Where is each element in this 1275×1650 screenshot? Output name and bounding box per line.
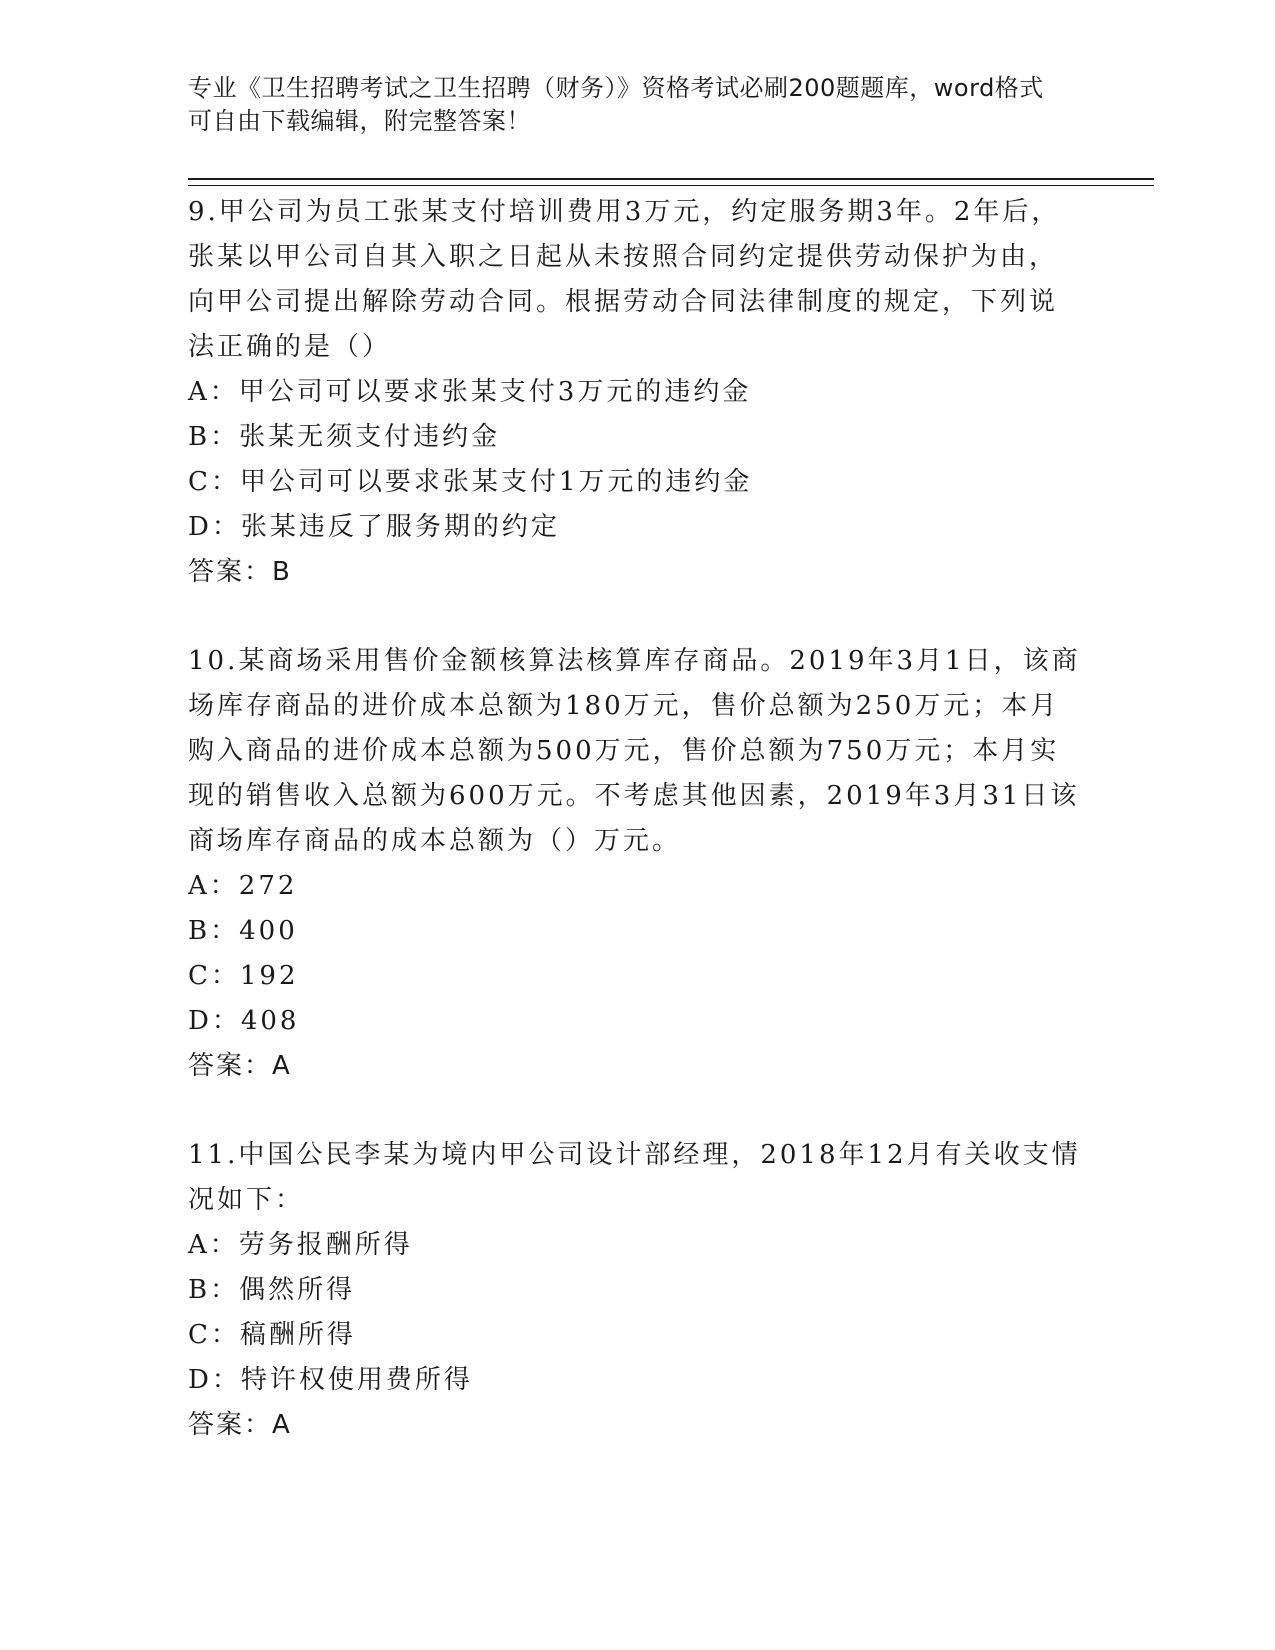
header-divider-thick — [188, 178, 1154, 180]
option-c: C：192 — [188, 961, 299, 991]
option-d: D：特许权使用费所得 — [188, 1365, 473, 1395]
question-10 — [188, 639, 1088, 1089]
answer-label: 答案：A — [188, 1051, 292, 1081]
question-stem: 场库存商品的进价成本总额为180万元，售价总额为250万元；本月 — [188, 691, 1060, 721]
answer-label: 答案：A — [188, 1410, 292, 1440]
question-stem: 11.中国公民李某为境内甲公司设计部经理，2018年12月有关收支情 — [188, 1140, 1081, 1170]
question-9 — [188, 190, 1088, 595]
option-b: B：偶然所得 — [188, 1275, 356, 1305]
question-stem: 张某以甲公司自其入职之日起从未按照合同约定提供劳动保护为由， — [188, 242, 1059, 272]
document-header — [188, 72, 1088, 138]
question-list — [188, 190, 1088, 1492]
option-b: B：张某无须支付违约金 — [188, 422, 501, 452]
question-stem: 商场库存商品的成本总额为（）万元。 — [188, 826, 682, 856]
header-divider-thin — [188, 185, 1154, 186]
answer-label: 答案：B — [188, 557, 292, 587]
option-a: A：甲公司可以要求张某支付3万元的违约金 — [188, 377, 752, 407]
question-stem: 购入商品的进价成本总额为500万元，售价总额为750万元；本月实 — [188, 736, 1060, 766]
question-stem: 法正确的是（） — [188, 332, 392, 362]
header-line-2: 可自由下载编辑，附完整答案！ — [188, 107, 531, 135]
question-stem: 况如下： — [188, 1185, 305, 1215]
option-c: C：甲公司可以要求张某支付1万元的违约金 — [188, 467, 753, 497]
header-line-1: 专业《卫生招聘考试之卫生招聘（财务）》资格考试必刷200题题库，word格式 — [188, 74, 1044, 102]
option-d: D：张某违反了服务期的约定 — [188, 512, 560, 542]
question-stem: 10.某商场采用售价金额核算法核算库存商品。2019年3月1日，该商 — [188, 646, 1081, 676]
question-stem: 向甲公司提出解除劳动合同。根据劳动合同法律制度的规定，下列说 — [188, 287, 1059, 317]
option-c: C：稿酬所得 — [188, 1320, 356, 1350]
option-b: B：400 — [188, 916, 298, 946]
option-a: A：272 — [188, 871, 298, 901]
question-stem: 现的销售收入总额为600万元。不考虑其他因素，2019年3月31日该 — [188, 781, 1080, 811]
question-11 — [188, 1133, 1088, 1448]
question-stem: 9.甲公司为员工张某支付培训费用3万元，约定服务期3年。2年后， — [188, 197, 1061, 227]
option-d: D：408 — [188, 1006, 300, 1036]
option-a: A：劳务报酬所得 — [188, 1230, 413, 1260]
